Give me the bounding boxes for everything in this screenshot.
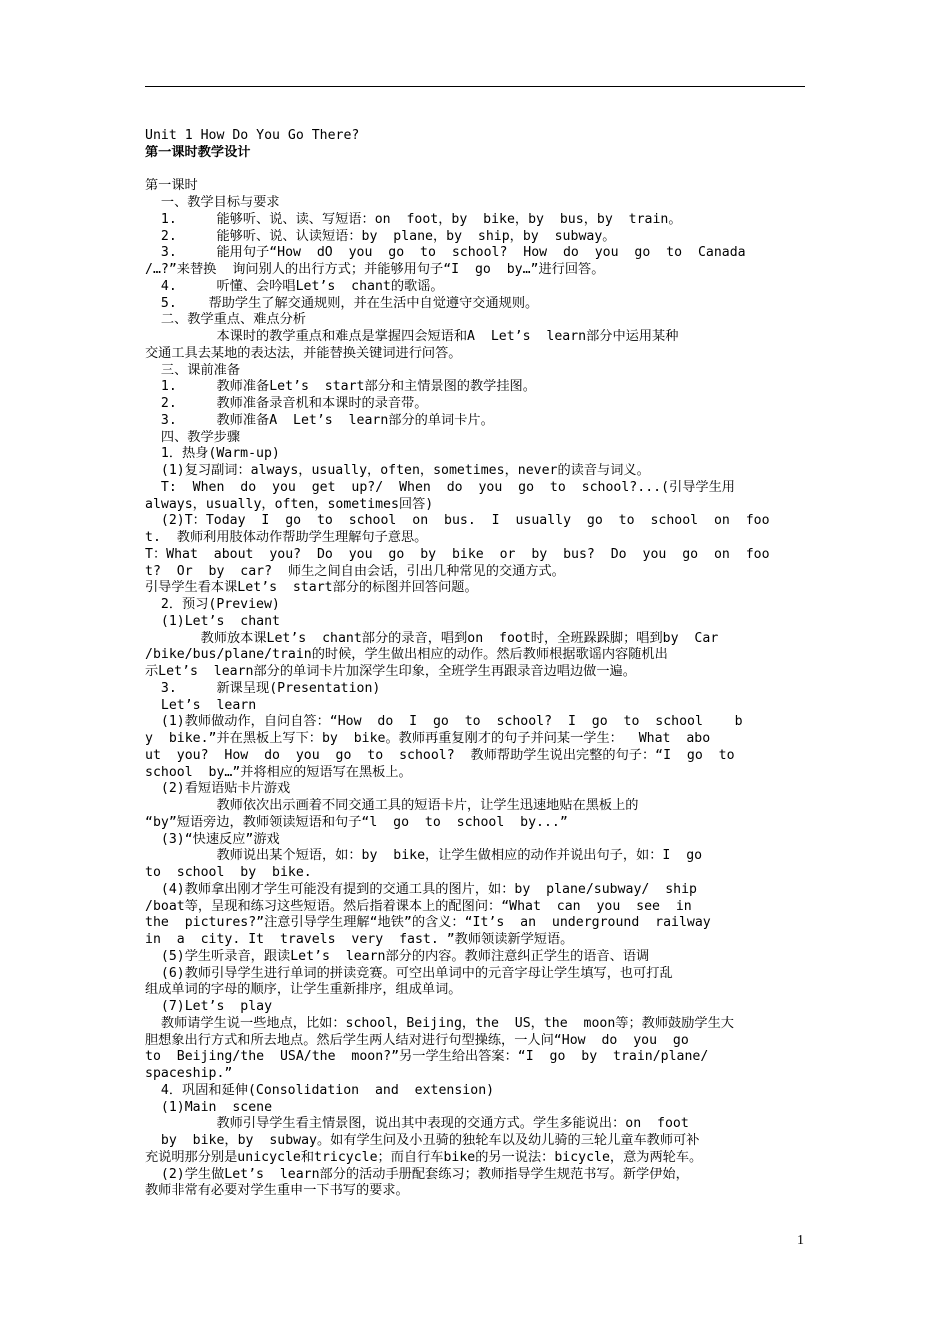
body-line: (1)复习副词：always，usually，often，sometimes，never的读音与词义。	[145, 463, 650, 478]
body-line: 3. 能用句子“How dO you go to school? How do you go to Canada	[145, 245, 746, 261]
body-line: /bike/bus/plane/train的时候，学生做出相应的动作。然后教师根据歌谣内容随机出	[145, 647, 668, 663]
body-line: 本课时的教学重点和难点是掌握四会短语和A Let’s learn部分中运用某种	[145, 329, 679, 344]
body-line: 教师说出某个短语，如：by bike，让学生做相应的动作并说出句子，如：I go	[145, 848, 703, 864]
body-line: (1)Let’s chant	[145, 613, 280, 629]
body-line: school by…”并将相应的短语写在黑板上。	[145, 764, 412, 780]
body-line: 二、教学重点、难点分析	[145, 312, 306, 328]
body-line: (4)教师拿出刚才学生可能没有提到的交通工具的图片，如：by plane/subway/ ship	[145, 881, 697, 897]
body-line: 四、教学步骤	[145, 429, 241, 445]
body-line: t? Or by car? 师生之间自由会话，引出几种常见的交通方式。	[145, 563, 565, 579]
body-line: Let’s learn	[145, 697, 257, 713]
body-line: 4. 听懂、会吟唱Let’s chant的歌谣。	[145, 278, 444, 294]
body-line: 教师请学生说一些地点，比如：school，Beijing，the US，the moon等；教师鼓励学生大	[145, 1015, 734, 1031]
body-lines	[145, 178, 805, 1200]
body-line: 教师放本课Let’s chant部分的录音，唱到on foot时，全班跺跺脚；唱到by Car	[145, 630, 719, 646]
body-line: y bike.”并在黑板上写下：by bike。教师再重复刚才的句子并问某一学生： What abo	[145, 731, 711, 746]
body-line: (7)Let’s play	[145, 999, 273, 1014]
body-line: 一、教学目标与要求	[145, 195, 280, 210]
blank-line	[145, 162, 805, 179]
body-line: (2)看短语贴卡片游戏	[145, 781, 291, 797]
body-line: ut you? How do you go to school? 教师帮助学生说出完整的句子：“I go to	[145, 747, 735, 763]
body-line: 第一课时	[145, 178, 198, 194]
body-line: in a city. It travels very fast. ”教师领读新学短语。	[145, 932, 574, 947]
body-line: spaceship.”	[145, 1066, 233, 1081]
body-line: (3)“快速反应”游戏	[145, 831, 280, 847]
body-line: /boat等，呈现和练习这些短语。然后指着课本上的配图问：“What can you see in	[145, 898, 692, 914]
body-line: 三、课前准备	[145, 362, 241, 378]
body-line: 2. 能够听、说、认读短语：by plane，by ship，by subway。	[145, 228, 616, 244]
body-line: 1. 教师准备Let’s start部分和主情景图的教学挂图。	[145, 379, 536, 395]
body-line: 充说明那分别是unicycle和tricycle；而自行车bike的另一说法：bicycle，意为两轮车。	[145, 1149, 703, 1165]
body-line: 1．热身(Warm-up)	[145, 446, 280, 462]
body-line: 教师引导学生看主情景图，说出其中表现的交通方式。学生多能说出：on foot	[145, 1116, 689, 1132]
body-line: (1)教师做动作，自问自答：“How do I go to school? I go to school b	[145, 714, 743, 730]
body-line: 2．预习(Preview)	[145, 597, 280, 612]
body-line: (6)教师引导学生进行单词的拼读竞赛。可空出单词中的元音字母让学生填写，也可打乱	[145, 965, 673, 981]
body-line: T：What about you? Do you go by bike or by bus? Do you go on foo	[145, 546, 770, 562]
page-number: 1	[797, 1233, 804, 1248]
body-line: 交通工具去某地的表达法，并能替换关键词进行问答。	[145, 345, 462, 361]
body-line: by bike，by subway。如有学生问及小丑骑的独轮车以及幼儿骑的三轮儿童车教师可补	[145, 1133, 700, 1148]
body-line: to Beijing/the USA/the moon?”另一学生给出答案：“I go by train/plane/	[145, 1049, 709, 1065]
document-body	[145, 128, 805, 1200]
body-line: 5. 帮助学生了解交通规则，并在生活中自觉遵守交通规则。	[145, 295, 539, 311]
body-line: T: When do you get up?/ When do you go to school?...(引导学生用	[145, 479, 735, 495]
body-line: “by”短语旁边，教师领读短语和句子“l go to school by...”	[145, 814, 568, 830]
body-line: (2)T：Today I go to school on bus. I usually go to school on foo	[145, 513, 770, 529]
lesson-design-heading: 第一课时教学设计	[145, 144, 251, 160]
body-line: t. 教师利用肢体动作帮助学生理解句子意思。	[145, 530, 428, 545]
body-line: (5)学生听录音，跟读Let’s learn部分的内容。教师注意纠正学生的语音、语调	[145, 948, 650, 964]
body-line: the pictures?”注意引导学生理解“地铁”的含义：“It’s an underground railway	[145, 915, 711, 931]
body-line: 示Let’s learn部分的单词卡片加深学生印象，全班学生再跟录音边唱边做一遍。	[145, 664, 636, 679]
header-rule	[145, 86, 805, 87]
body-line: 1. 能够听、说、读、写短语：on foot，by bike，by bus，by train。	[145, 211, 682, 227]
body-line: 3. 新课呈现(Presentation)	[145, 680, 381, 696]
body-line: 3. 教师准备A Let’s learn部分的单词卡片。	[145, 412, 494, 428]
unit-title: Unit 1 How Do You Go There?	[145, 128, 360, 143]
body-line: 组成单词的字母的顺序，让学生重新排序，组成单词。	[145, 982, 462, 998]
body-line: always，usually，often，sometimes回答)	[145, 496, 434, 512]
body-line: 胆想象出行方式和所去地点。然后学生两人结对进行句型操练，一人问“How do you go	[145, 1032, 689, 1048]
body-line: 2. 教师准备录音机和本课时的录音带。	[145, 396, 428, 411]
body-line: 教师依次出示画着不同交通工具的短语卡片，让学生迅速地贴在黑板上的	[145, 798, 639, 813]
body-line: 教师非常有必要对学生重申一下书写的要求。	[145, 1183, 409, 1199]
body-line: (2)学生做Let’s learn部分的活动手册配套练习；教师指导学生规范书写。新学伊始，	[145, 1166, 689, 1182]
body-line: /…?”来替换 询问别人的出行方式；并能够用句子“I go by…”进行回答。	[145, 262, 605, 277]
body-line: to school by bike.	[145, 865, 312, 880]
body-line: 4．巩固和延伸(Consolidation and extension)	[145, 1082, 495, 1098]
body-line: 引导学生看本课Let’s start部分的标图并回答问题。	[145, 580, 478, 596]
body-line: (1)Main scene	[145, 1099, 273, 1115]
